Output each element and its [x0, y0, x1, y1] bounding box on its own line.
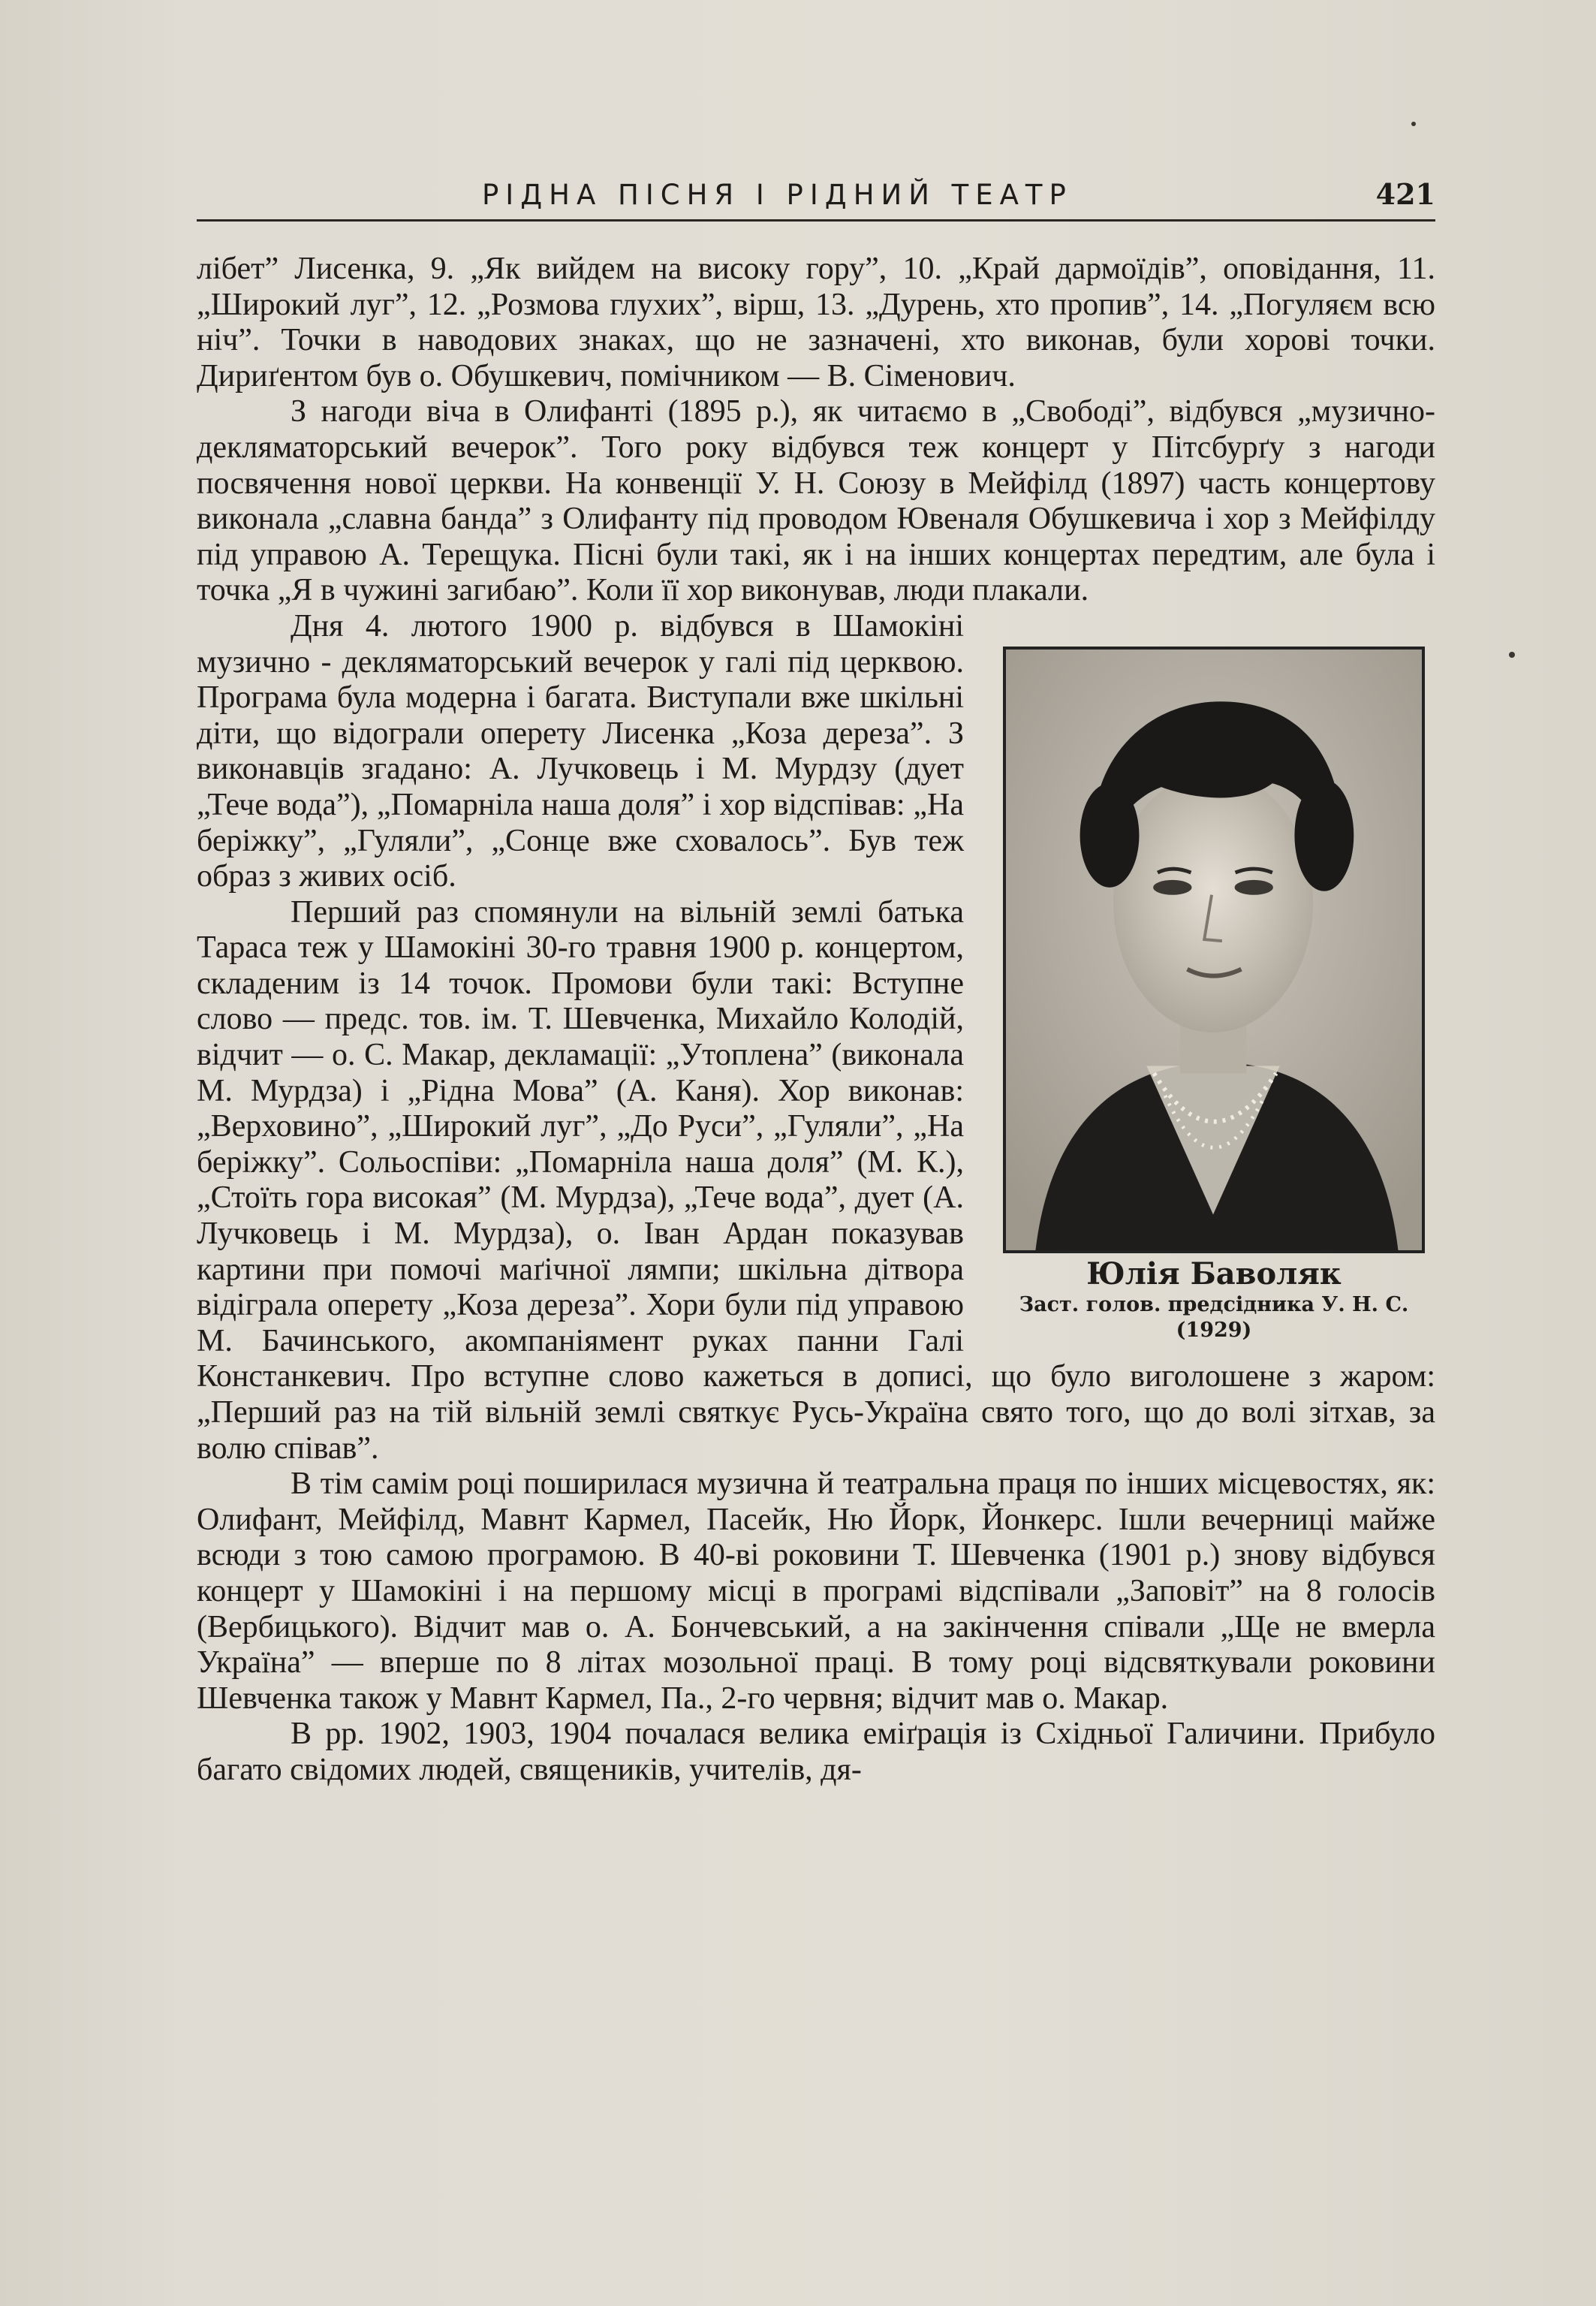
margin-speck — [1509, 652, 1515, 658]
margin-speck — [1411, 122, 1416, 126]
running-title: РІДНА ПІСНЯ І РІДНИЙ ТЕАТР — [482, 179, 1073, 211]
header-rule — [197, 219, 1435, 222]
text-column — [197, 252, 1435, 1789]
caption-role: Заст. голов. предсідника У. Н. С. — [1019, 1292, 1409, 1316]
paragraph-6: В рр. 1902, 1903, 1904 почалася велика еміґрація із Східньої Галичини. Прибуло багато свідомих людей, священиків, учителів, дя- — [197, 1717, 1435, 1787]
paragraph-1: лібет” Лисенка, 9. „Як вийдем на високу гору”, 10. „Край дармоїдів”, оповідання, 11. „Широкий луг”, 12. „Розмова глухих”, вірш, 13. „Дурень, хто пропив”, 14. „Погуляєм всю ніч”. Точки в наводових знаках, що не зазначені, хто виконав, були хорові точки. Дириґентом був о. Обушкевич, помічником — В. Сіменович. — [197, 252, 1435, 393]
running-head — [197, 170, 1435, 222]
portrait-photo — [1003, 647, 1425, 1253]
portrait-image — [1006, 650, 1422, 1250]
portrait-figure — [992, 647, 1435, 1343]
caption-name: Юлія Баволяк — [1086, 1255, 1342, 1292]
caption-year: (1929) — [1176, 1318, 1252, 1342]
paragraph-5: В тім самім році поширилася музична й театральна праця по інших місцевостях, як: Олифант, Мейфілд, Мавнт Кармел, Пасейк, Ню Йорк, Йонкерс. Ішли вечерниці майже всюди з тою самою програмою. В 40-ві роковини Т. Шевченка (1901 р.) знову відбувся концерт у Шамокіні і на першому місці в програмі відспівали „Заповіт” на 8 голосів (Вербицького). Відчит мав о. А. Бончевський, а на закінчення співали „Ще не вмерла Україна” — вперше по 8 літах мозольної праці. В тому році відсвяткували роковини Шевченка також у Мавнт Кармел, Па., 2-го червня; відчит мав о. Макар. — [197, 1466, 1435, 1716]
page-number: 421 — [1375, 177, 1435, 211]
paragraph-3: Дня 4. лютого 1900 р. відбувся в Шамокіні музично - декляматорський вечерок у галі під церквою. Програма була модерна і багата. Виступали вже шкільні діти, що відограли оперету Лисенка „Коза дереза”. З виконавців згадано: А. Лучковець і М. Мурдзу (дует „Тече вода”), „Помарніла наша доля” і хор відспівав: „На беріжку”, „Гуляли”, „Сонце вже сховалось”. Був теж образ з живих осіб. — [197, 608, 964, 894]
paragraph-2: З нагоди віча в Олифанті (1895 р.), як читаємо в „Свободі”, відбувся „музично-декляматорський вечерок”. Того року відбувся теж концерт у Пітсбурґу з нагоди посвячення нової церкви. На конвенції У. Н. Союзу в Мейфілд (1897) часть концертову виконала „славна банда” з Олифанту під проводом Ювеналя Обушкевича і хор з Мейфілду під управою А. Терещука. Пісні були такі, як і на інших концертах передтим, але була і точка „Я в чужині загибаю”. Коли її хор виконував, люди плакали. — [197, 394, 1435, 608]
paragraph-4: Перший раз спомянули на вільній землі батька Тараса теж у Шамокіні 30-го травня 1900 р. концертом, складеним із 14 точок. Промови були такі: Вступне слово — предс. тов. ім. Т. Шевченка, Михайло Колодій, відчит — о. С. Макар, декламації: „Утоплена” (виконала М. Мурдза) і „Рідна Мова” (А. Каня). Хор виконав: „Верховино”, „Широкий луг”, „До Руси”, „Гуляли”, „На беріжку”. Сольоспіви: „Помарніла наша доля” (М. К.), „Стоїть гора високая” (М. Мурдза), „Тече вода”, дует (А. Лучковець і М. Мурдза), о. Іван Ардан показував картини при помочі маґічної лямпи; шкільна дітвора відіграла оперету „Коза дереза”. Хори були під управою М. Бачинського, акомпаніямент руках панни Галі Констанкевич. Про вступне слово кажеться в дописі, що було виголошене з жаром: „Перший раз на тій вільній землі святкує Русь-Україна свято того, що до волі зітхав, за волю співав”. — [197, 894, 1435, 1466]
